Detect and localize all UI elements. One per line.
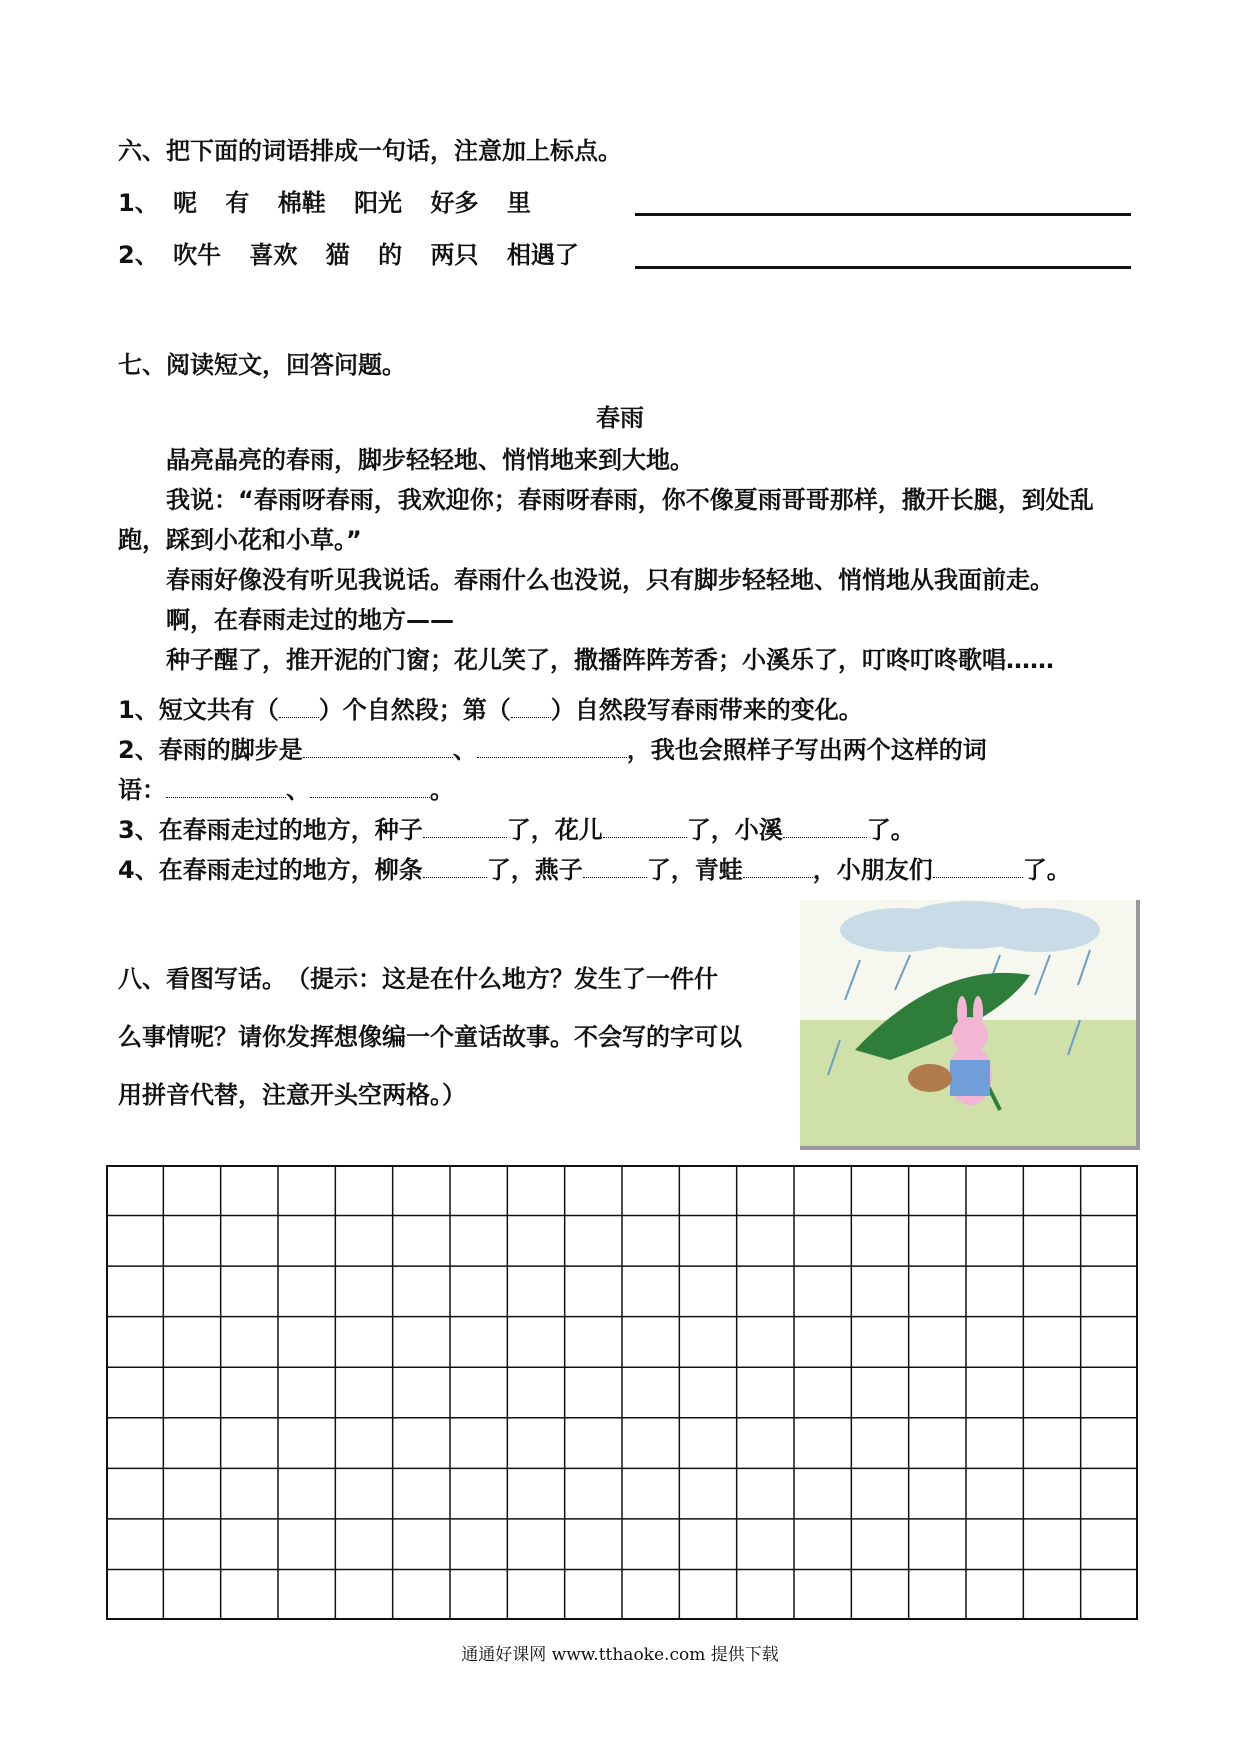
question-2 (118, 730, 1130, 770)
question-2-cont (118, 770, 1130, 810)
passage-title: 春雨 (596, 404, 644, 432)
question-text: 了，小溪 (686, 816, 783, 844)
answer-blank[interactable] (603, 815, 687, 838)
passage-paragraph: 我说：“春雨呀春雨，我欢迎你；春雨呀春雨，你不像夏雨哥哥那样，撒开长腿，到处乱跑，踩到小花和小草。” (118, 486, 1094, 554)
word: 有 (225, 189, 250, 217)
prompt-line: 八、看图写话。 （提示：这是在什么地方？发生了一件什 (118, 965, 718, 993)
question-text: 了，青蛙 (646, 856, 743, 884)
prompt-line: 么事情呢？请你发挥想像编一个童话故事。不会写的字可以 (118, 1023, 742, 1051)
question-text: ）自然段写春雨带来的变化。 (550, 696, 863, 724)
illustration-svg (800, 900, 1136, 1146)
question-text: ）个自然段；第（ (318, 696, 511, 724)
word: 好多 (430, 189, 479, 217)
passage-paragraph: 晶亮晶亮的春雨，脚步轻轻地、悄悄地来到大地。 (166, 446, 694, 474)
separator: 、 (286, 776, 310, 804)
question-1 (118, 690, 1130, 730)
section8-prompt (118, 950, 742, 1124)
passage-paragraph: 春雨好像没有听见我说话。春雨什么也没说，只有脚步轻轻地、悄悄地从我面前走。 (166, 566, 1054, 594)
footer: 通通好课网 www.tthaoke.com 提供下载 (461, 1645, 779, 1665)
item-number: 2、 (118, 241, 159, 269)
answer-blank[interactable] (933, 855, 1023, 878)
answer-blank[interactable] (783, 815, 867, 838)
question-text: 。 (430, 776, 454, 804)
word: 喜欢 (249, 241, 298, 269)
writing-grid[interactable] (106, 1165, 1138, 1620)
word: 阳光 (354, 189, 403, 217)
question-text: ，我也会照样子写出两个这样的词 (626, 736, 987, 764)
passage (118, 440, 1130, 680)
word: 相遇了 (506, 241, 579, 269)
questions (118, 690, 1130, 890)
question-4 (118, 850, 1130, 890)
question-text: 了。 (1022, 856, 1071, 884)
question-text: 1、短文共有（ (118, 696, 279, 724)
word: 呢 (173, 189, 198, 217)
passage-paragraph: 种子醒了，推开泥的门窗；花儿笑了，撒播阵阵芳香；小溪乐了，叮咚叮咚歌唱…… (166, 646, 1054, 674)
word: 的 (378, 241, 403, 269)
answer-blank[interactable] (166, 775, 286, 798)
section6-item-1 (118, 188, 551, 218)
section6-heading: 六、把下面的词语排成一句话，注意加上标点。 (118, 137, 622, 165)
question-text: 了。 (866, 816, 915, 844)
answer-blank[interactable] (303, 735, 453, 758)
section6-item-2 (118, 240, 599, 270)
question-3 (118, 810, 1130, 850)
answer-blank[interactable] (743, 855, 813, 878)
item-number: 1、 (118, 189, 159, 217)
question-text: ，小朋友们 (812, 856, 933, 884)
word: 两只 (430, 241, 479, 269)
word: 棉鞋 (277, 189, 326, 217)
question-text: 了，花儿 (506, 816, 603, 844)
question-text: 了，燕子 (486, 856, 583, 884)
answer-blank[interactable] (423, 815, 507, 838)
word: 里 (506, 189, 531, 217)
answer-blank[interactable] (511, 695, 551, 718)
prompt-line: 用拼音代替，注意开头空两格。） (118, 1081, 466, 1109)
answer-line-1[interactable] (635, 213, 1131, 216)
answer-blank[interactable] (477, 735, 627, 758)
word: 吹牛 (173, 241, 222, 269)
question-text: 4、在春雨走过的地方，柳条 (118, 856, 423, 884)
question-text: 2、春雨的脚步是 (118, 736, 303, 764)
section7-heading: 七、阅读短文，回答问题。 (118, 351, 406, 379)
answer-blank[interactable] (583, 855, 647, 878)
answer-blank[interactable] (423, 855, 487, 878)
answer-line-2[interactable] (635, 266, 1131, 269)
question-text: 语： (118, 776, 166, 804)
writing-grid-svg (106, 1165, 1138, 1620)
question-text: 3、在春雨走过的地方，种子 (118, 816, 423, 844)
answer-blank[interactable] (279, 695, 319, 718)
rabbit-under-leaf-in-rain-illustration (800, 900, 1140, 1150)
word: 猫 (325, 241, 350, 269)
passage-paragraph: 啊，在春雨走过的地方—— (166, 606, 454, 634)
answer-blank[interactable] (310, 775, 430, 798)
separator: 、 (452, 736, 477, 764)
